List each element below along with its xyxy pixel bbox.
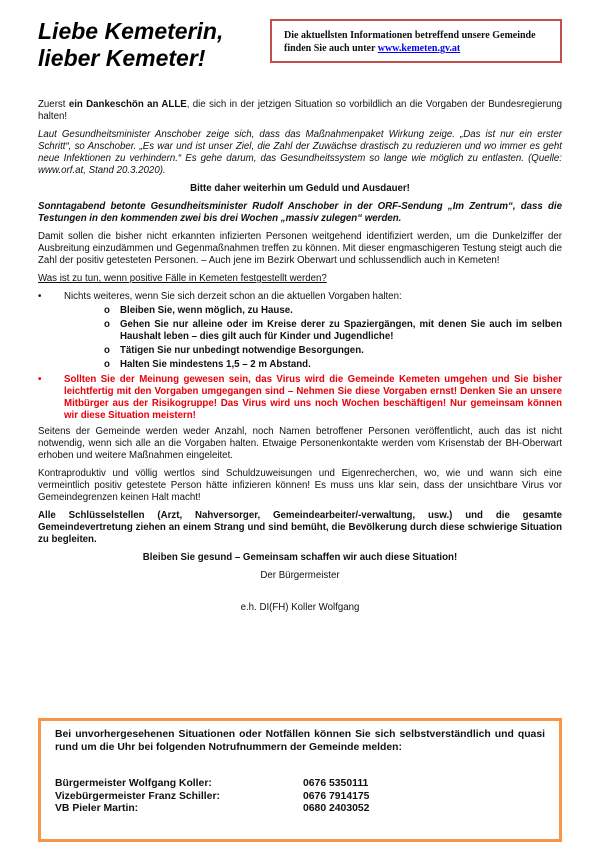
intro-prefix: Zuerst (38, 99, 69, 110)
intro-thanks: ein Dankeschön an ALLE (68, 99, 187, 110)
patience-heading: Bitte daher weiterhin um Geduld und Ausdauer! (190, 183, 410, 194)
contact-name: VB Pieler Martin: (55, 803, 139, 814)
website-info-box (270, 19, 562, 63)
website-link[interactable]: www.kemeten.gv.at (377, 43, 461, 54)
contact-row (55, 778, 545, 791)
question-heading: Was ist zu tun, wenn positive Fälle in Kemeten festgestellt werden? (38, 273, 327, 284)
key-persons-paragraph: Alle Schlüsselstellen (Arzt, Nahversorger, Gemeindearbeiter/-verwaltung, usw.) und die gesamte Gemeindevertretung ziehen an einem Strang und sind bemüht, die Bevölkerung durch diese schwierige Situation zu begleiten. (38, 510, 562, 545)
sub-measures-list (64, 305, 562, 371)
emergency-intro: Bei unvorhergesehenen Situationen oder Notfällen können Sie sich selbstverständlich und quasi rund um die Uhr bei folgenden Notrufnummern der Gemeinde melden: (55, 729, 545, 753)
contact-name: Bürgermeister Wolfgang Koller: (55, 778, 212, 789)
letter-body (38, 99, 562, 620)
circle-bullet-icon: o (104, 345, 110, 356)
contact-name: Vizebürgermeister Franz Schiller: (55, 790, 220, 802)
contact-phone: 0676 7914175 (303, 790, 370, 802)
contact-phone: 0676 5350111 (303, 778, 369, 789)
greeting-line-1: Liebe Kemeterin, (38, 18, 224, 44)
sub-list-item-text: Gehen Sie nur alleine oder im Kreise derer zu Spaziergängen, mit denen Sie auch im selben Haushalt leben – dies gilt auch für Kinder und Jugendliche! (120, 319, 562, 342)
intro-suffix: , die sich in der jetzigen Situation so vorbildlich an die Vorgaben der Bundesregierung halten! (38, 99, 562, 122)
contact-phone: 0680 2403052 (303, 803, 370, 814)
privacy-paragraph: Seitens der Gemeinde werden weder Anzahl, noch Namen betroffener Personen veröffentlicht, auch das ist nicht notwendig, wenn sich alle an die Vorgaben halten. Etwaige Personenkontakte werden vom Krisenstab der BH-Oberwart erhoben und weitere Maßnahmen eingeleitet. (38, 426, 562, 461)
minister-quote-paragraph: Laut Gesundheitsminister Anschober zeige sich, dass das Maßnahmenpaket Wirkung zeige. „Das ist nur ein erster Schritt“, so Anschober. „Es war und ist unser Ziel, die Zahl der Zuwächse drastisch zu reduzieren und wo immer es geht neue Infektionen zu verhindern.“ Es gehe darum, das Gesundheitssystem so lange wie möglich zu entlasten. (Quelle: www.orf.at, Stand 20.3.2020). (38, 129, 562, 176)
emergency-contacts-box (38, 718, 562, 842)
intro-paragraph (38, 99, 562, 123)
measures-list (38, 291, 562, 422)
list-item (38, 291, 562, 371)
signature-name: e.h. DI(FH) Koller Wolfgang (240, 602, 360, 613)
sub-list-item (64, 345, 562, 357)
contact-row (55, 791, 545, 804)
closing-line: Bleiben Sie gesund – Gemeinsam schaffen wir auch diese Situation! (142, 552, 458, 563)
bullet-icon: • (38, 291, 42, 302)
circle-bullet-icon: o (104, 305, 110, 316)
greeting-line-2: lieber Kemeter! (38, 45, 206, 71)
sub-list-item-text: Bleiben Sie, wenn möglich, zu Hause. (120, 305, 293, 316)
signature-role: Der Bürgermeister (260, 570, 340, 581)
greeting-title (38, 18, 278, 72)
warning-text: Sollten Sie der Meinung gewesen sein, das Virus wird die Gemeinde Kemeten umgehen und Sie bisher leichtfertig mit den Vorgaben umgegangen sind – Nehmen Sie diese Vorgaben ernst! Denken Sie an unsere Mitbürger aus der Risikogruppe! Das Virus wird uns noch Wochen beschäftigen! Nur gemeinsam können wir diese Situation meistern! (64, 374, 562, 421)
warning-list-item (38, 374, 562, 422)
sub-list-item-text: Halten Sie mindestens 1,5 – 2 m Abstand. (120, 359, 311, 370)
sub-list-item (64, 319, 562, 343)
circle-bullet-icon: o (104, 319, 110, 330)
contact-row (55, 803, 545, 816)
sub-list-item (64, 305, 562, 317)
website-info-text: Die aktuellsten Informationen betreffend unsere Gemeinde finden Sie auch unter (284, 30, 536, 54)
sub-list-item (64, 359, 562, 371)
blame-paragraph: Kontraproduktiv und völlig wertlos sind Schuldzuweisungen und Eigenrecherchen, wo, wie und wann sich eine vermeintlich positiv getestete Person hätte infizieren können! Es muss uns klar sein, dass der unsichtbare Virus vor Gemeindegrenzen keinen Halt macht! (38, 468, 562, 503)
list-item-text: Nichts weiteres, wenn Sie sich derzeit schon an die aktuellen Vorgaben halten: (64, 291, 402, 302)
circle-bullet-icon: o (104, 359, 110, 370)
bullet-icon: • (38, 374, 42, 385)
sunday-note-paragraph: Sonntagabend betonte Gesundheitsminister Rudolf Anschober in der ORF-Sendung „Im Zentrum“, dass die Testungen in den kommenden zwei bis drei Wochen „massiv zulegen“ werden. (38, 201, 562, 224)
signature-gap (38, 588, 562, 602)
sub-list-item-text: Tätigen Sie nur unbedingt notwendige Besorgungen. (120, 345, 364, 356)
testing-paragraph: Damit sollen die bisher nicht erkannten infizierten Personen weitgehend identifiziert werden, um die Dunkelziffer der Ausbreitung einzudämmen und Gegenmaßnahmen treffen zu können. Mit dieser engmaschigeren Testung steigt auch die Zahl der positiv getesteten Personen. – Auch jene im Bezirk Oberwart und schlussendlich auch in Kemeten! (38, 231, 562, 266)
